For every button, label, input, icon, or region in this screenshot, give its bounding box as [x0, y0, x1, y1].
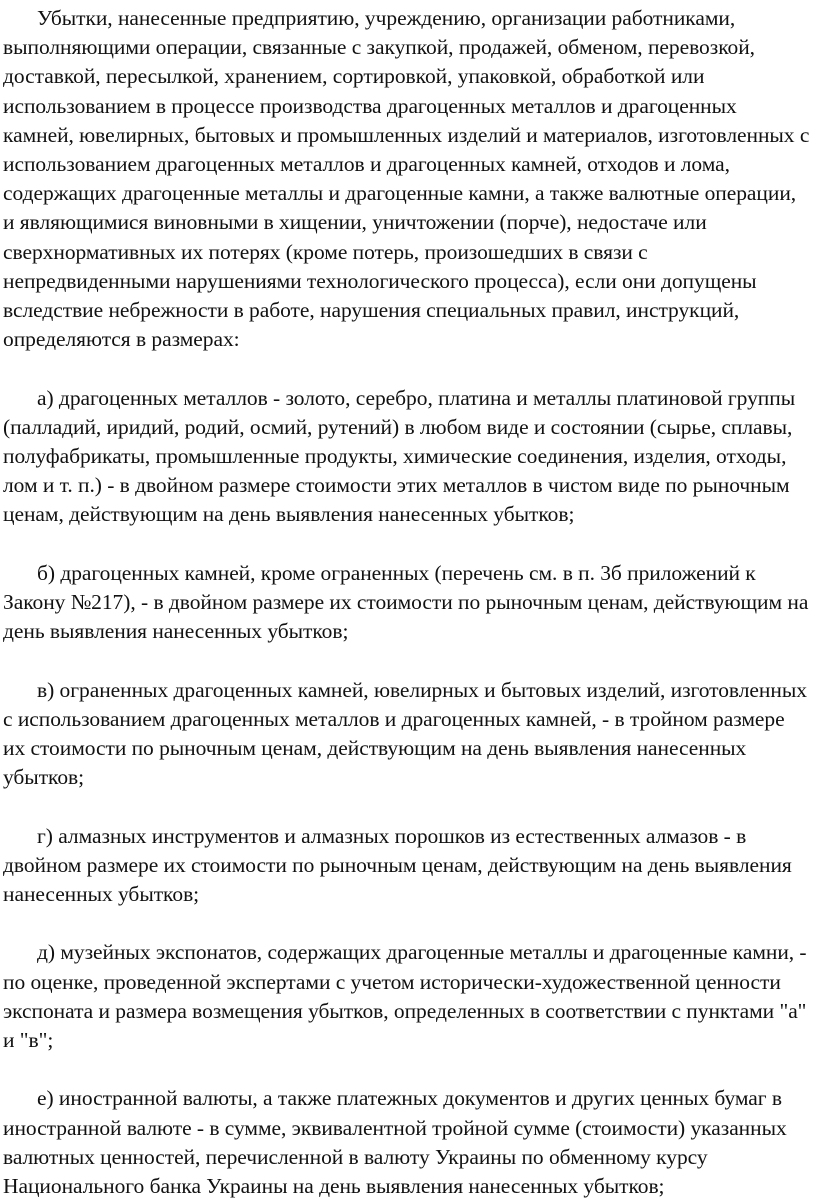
item-a-paragraph: а) драгоценных металлов - золото, серебро, платина и металлы платиновой группы (палладий, иридий, родий, осмий, рутений) в любом виде и состоянии (сырье, сплавы, полуфабрикаты, промышленные продукты, химические соединения, изделия, отходы, лом и т. п.) - в двойном размере стоимости этих металлов в чистом виде по рыночным ценам, действующим на день выявления нанесенных убытков; — [3, 385, 796, 527]
item-d-paragraph: д) музейных экспонатов, содержащих драгоценные металлы и драгоценные камни, - по оценке, проведенной экспертами с учетом исторически-художественной ценности экспоната и размера возмещения убытков, определенных в соответствии с пунктами "а" и "в"; — [3, 940, 807, 1053]
intro-paragraph: Убытки, нанесенные предприятию, учреждению, организации работниками, выполняющими операции, связанные с закупкой, продажей, обменом, перевозкой, доставкой, пересылкой, хранением, сортировкой, упаковкой, обработкой или использованием в процессе производства драгоценных металлов и драгоценных камней, ювелирных, бытовых и промышленных изделий и материалов, изготовленных с использованием драгоценных металлов и драгоценных камней, отходов и лома, содержащих драгоценные металлы и драгоценные камни, а также валютные операции, и являющимися виновными в хищении, уничтожении (порче), недостаче или сверхнормативных их потерях (кроме потерь, произошедших в связи с непредвиденными нарушениями технологического процесса), если они допущены вследствие небрежности в работе, нарушения специальных правил, инструкций, определяются в размерах: — [3, 6, 810, 352]
item-b-paragraph: б) драгоценных камней, кроме ограненных (перечень см. в п. 3б приложений к Закону №217), - в двойном размере их стоимости по рыночным ценам, действующим на день выявления нанесенных убытков; — [3, 560, 809, 644]
item-v-paragraph: в) ограненных драгоценных камней, ювелирных и бытовых изделий, изготовленных с использованием драгоценных металлов и драгоценных камней, - в тройном размере их стоимости по рыночным ценам, действующим на день выявления нанесенных убытков; — [3, 677, 807, 790]
item-e-paragraph: е) иностранной валюты, а также платежных документов и других ценных бумаг в иностранной валюте - в сумме, эквивалентной тройной сумме (стоимости) указанных валютных ценностей, перечисленной в валюту Украины по обменному курсу Национального банка Украины на день выявления нанесенных убытков; — [3, 1086, 787, 1199]
item-g-paragraph: г) алмазных инструментов и алмазных порошков из естественных алмазов - в двойном размере их стоимости по рыночным ценам, действующим на день выявления нанесенных убытков; — [3, 823, 792, 907]
